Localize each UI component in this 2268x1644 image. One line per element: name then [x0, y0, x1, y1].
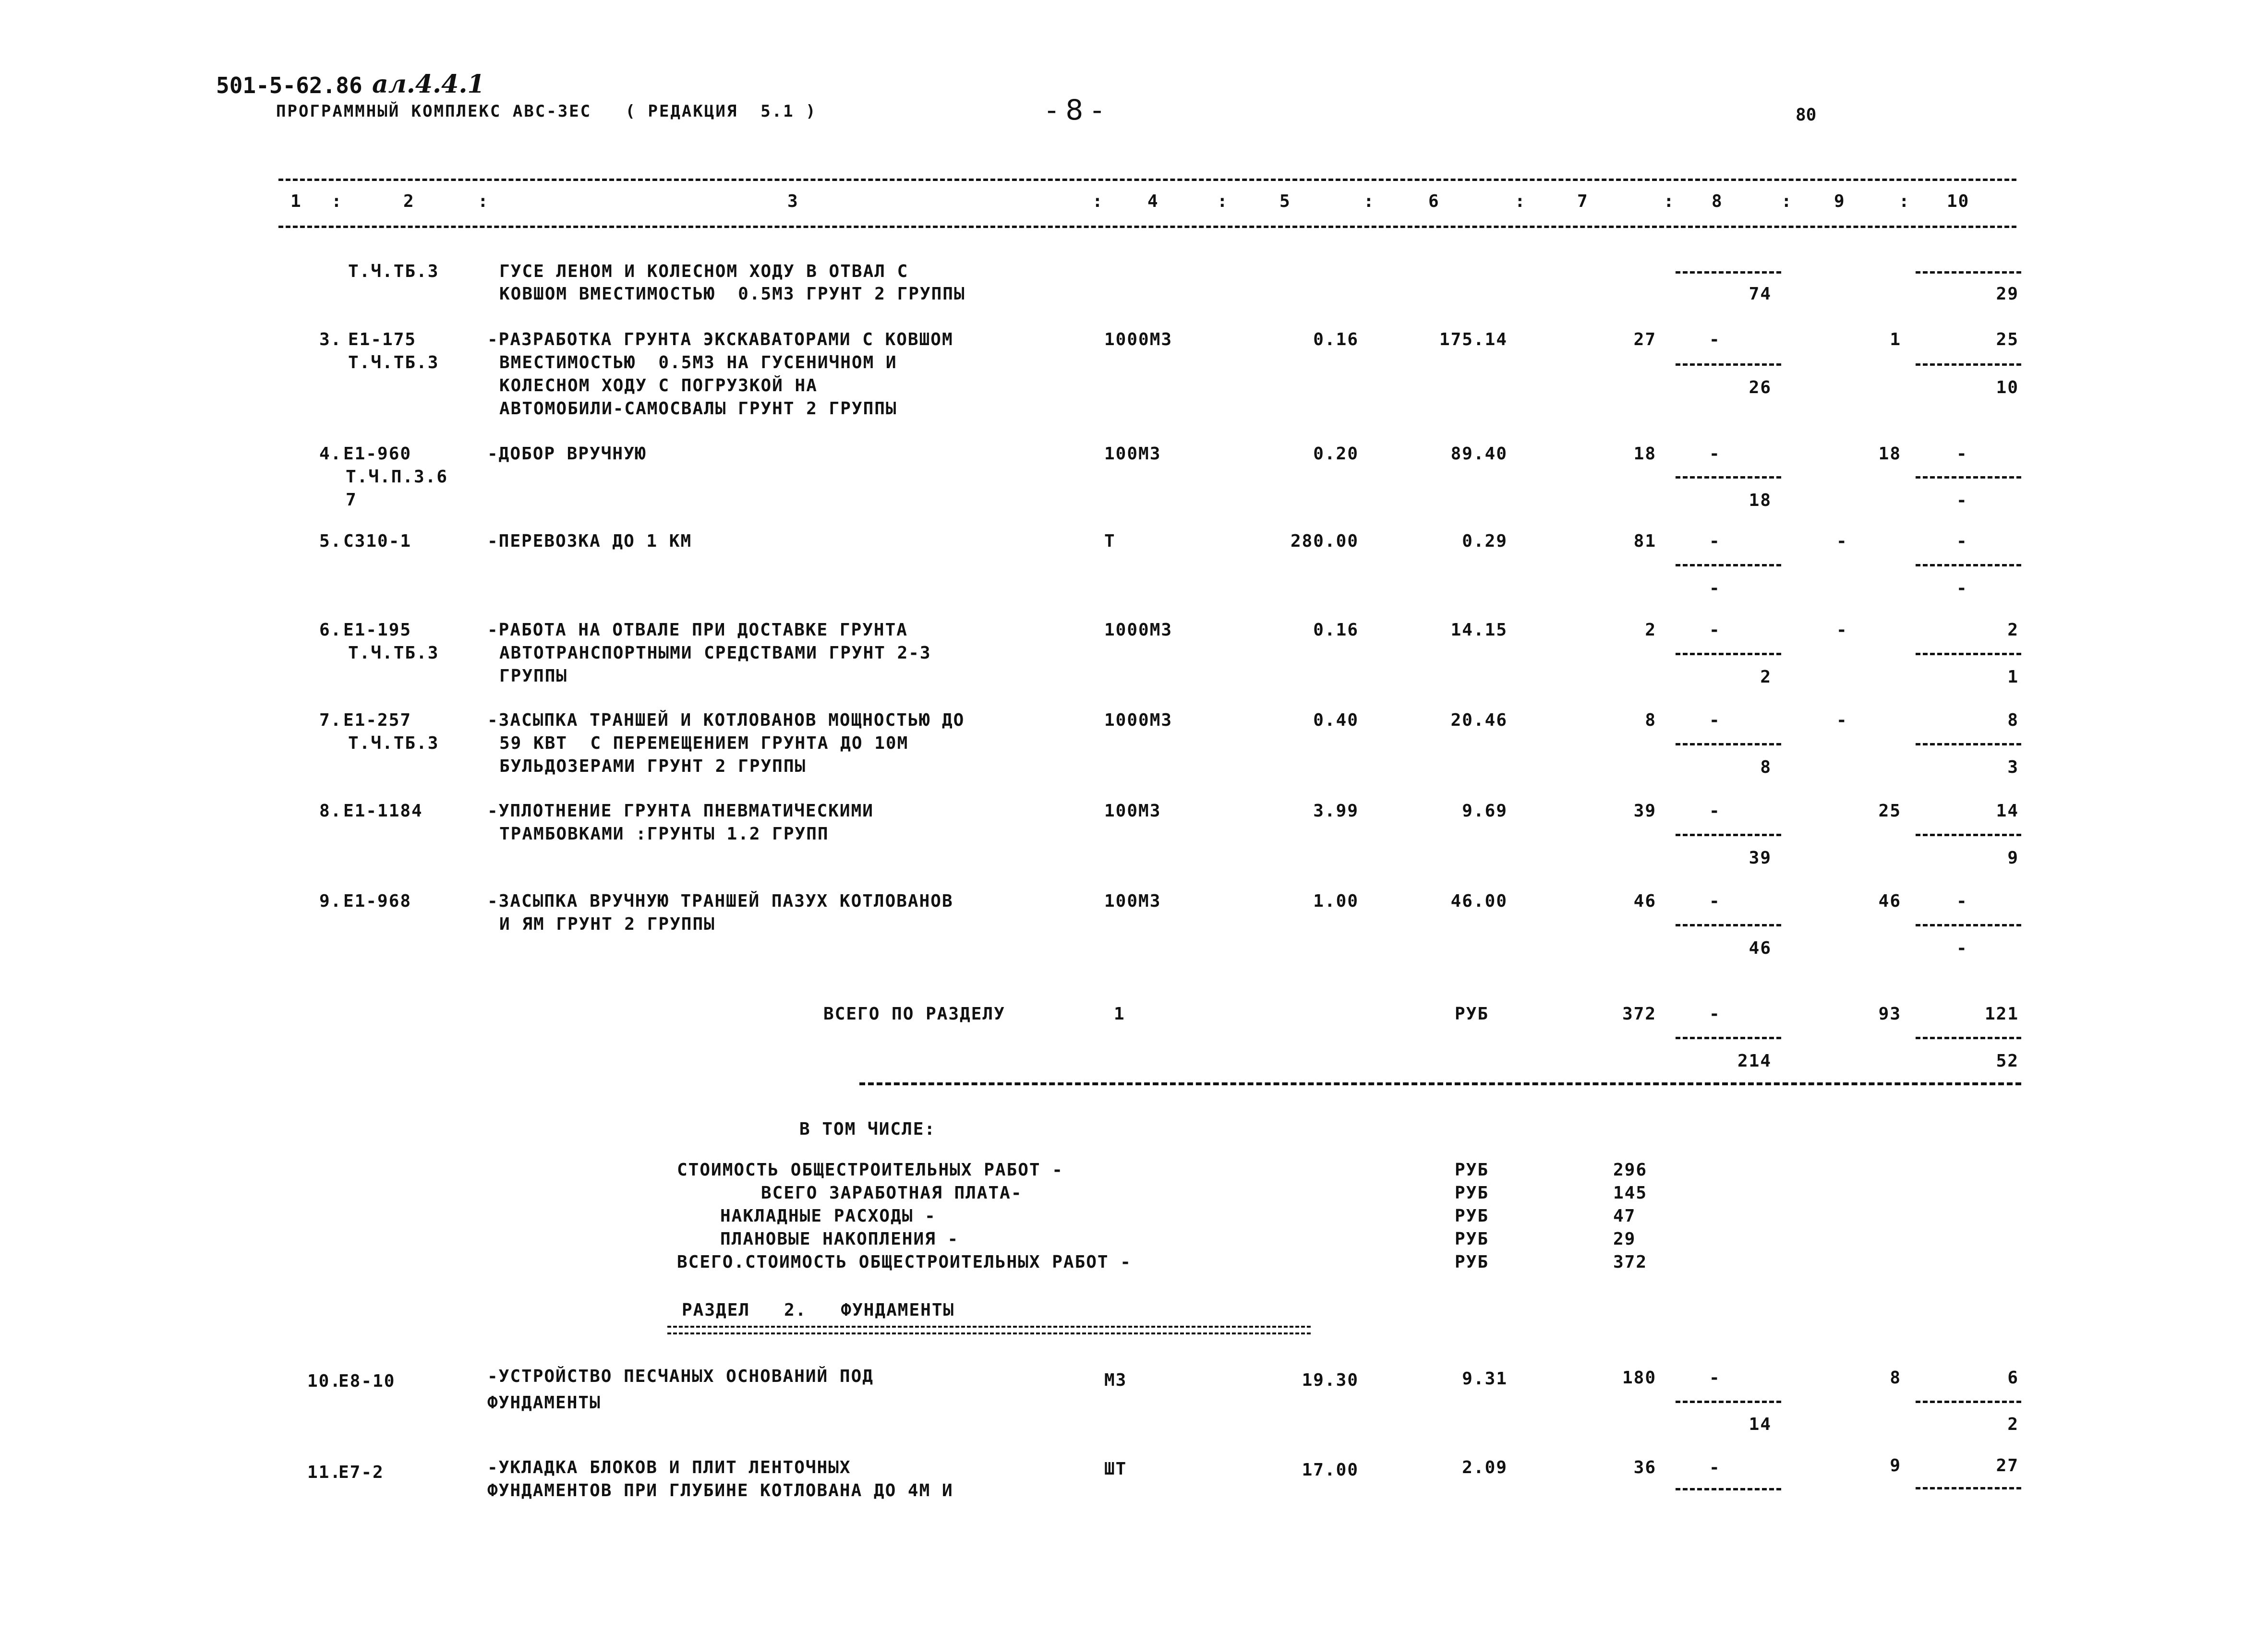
row-description: КОЛЕСНОМ ХОДУ С ПОГРУЗКОЙ НА — [499, 376, 818, 396]
fraction-line — [1916, 1401, 2021, 1403]
cell-col8-top: - — [1709, 620, 1721, 640]
fraction-line — [1676, 1401, 1781, 1403]
row-code: Е1-257 — [343, 710, 412, 730]
cell-col10-top: 8 — [2007, 710, 2019, 730]
cell-col9: 46 — [1878, 891, 1901, 911]
row-number: 4. — [319, 444, 342, 464]
row-total: 46 — [1633, 891, 1656, 911]
cell-col10-top: - — [1956, 531, 1968, 551]
row-unit: МЗ — [1104, 1370, 1127, 1390]
row-code: Е7-2 — [338, 1463, 384, 1482]
row-description: ФУНДАМЕНТОВ ПРИ ГЛУБИНЕ КОТЛОВАНА ДО 4М И — [487, 1481, 953, 1500]
cell-col9: 8 — [1890, 1368, 1901, 1388]
section-total-unit: РУБ — [1455, 1004, 1489, 1024]
row-price: 175.14 — [1439, 330, 1508, 349]
row-description: -РАЗРАБОТКА ГРУНТА ЭКСКАВАТОРАМИ С КОВШОМ — [487, 330, 953, 349]
section-total-label: ВСЕГО ПО РАЗДЕЛУ — [823, 1004, 1005, 1024]
breakdown-label: ВСЕГО ЗАРАБОТНАЯ ПЛАТА- — [761, 1183, 1023, 1203]
fraction-line — [1916, 271, 2021, 274]
table-top-rule — [278, 179, 2016, 181]
row-number: 7. — [319, 710, 342, 730]
cell-col10-bottom: - — [1956, 938, 1968, 958]
row-number: 11. — [307, 1463, 342, 1482]
column-header: 1 — [290, 192, 302, 211]
row-price: 14.15 — [1450, 620, 1508, 640]
cell-col9: - — [1836, 531, 1848, 551]
fraction-line — [1916, 363, 2021, 366]
fraction-line — [1916, 564, 2021, 566]
breakdown-unit: РУБ — [1455, 1206, 1489, 1226]
row-number: 6. — [319, 620, 342, 640]
cell-col8-bottom: 74 — [1749, 284, 1772, 304]
row-description: 59 КВТ С ПЕРЕМЕЩЕНИЕМ ГРУНТА ДО 10М — [499, 733, 909, 753]
row-description: АВТОМОБИЛИ-САМОСВАЛЫ ГРУНТ 2 ГРУППЫ — [499, 399, 897, 419]
cell-col10-top: 27 — [1996, 1456, 2019, 1476]
program-title: ПРОГРАММНЫЙ КОМПЛЕКС АВС-3ЕС ( РЕДАКЦИЯ 5.1 ) — [276, 102, 817, 121]
cell-col9: - — [1836, 620, 1848, 640]
row-description: -РАБОТА НА ОТВАЛЕ ПРИ ДОСТАВКЕ ГРУНТА — [487, 620, 908, 640]
row-description: БУЛЬДОЗЕРАМИ ГРУНТ 2 ГРУППЫ — [499, 756, 807, 776]
fraction-line — [1916, 1487, 2021, 1489]
cell-col10-top: 2 — [2007, 620, 2019, 640]
cell-col10-bottom: 10 — [1996, 378, 2019, 397]
fraction-line — [1676, 1037, 1781, 1039]
column-separator: : — [1664, 192, 1675, 211]
fraction-line — [1676, 363, 1781, 366]
row-number: 5. — [319, 531, 342, 551]
cell-col10-bottom: - — [1956, 491, 1968, 510]
cell-col8-top: - — [1709, 891, 1721, 911]
row-code: Т.Ч.П.3.6 — [346, 467, 448, 487]
row-price: 9.31 — [1462, 1369, 1508, 1389]
fraction-line — [1916, 834, 2021, 836]
row-number: 3. — [319, 330, 342, 349]
cell-col8-bottom: 39 — [1749, 848, 1772, 868]
cell-col8-top: - — [1709, 1368, 1721, 1388]
cell-col10-bottom: 3 — [2007, 757, 2019, 777]
column-header: 9 — [1834, 192, 1846, 211]
column-header: 5 — [1279, 192, 1291, 211]
cell-col10-bottom: 29 — [1996, 284, 2019, 304]
cell-col10-top: 25 — [1996, 330, 2019, 349]
row-price: 46.00 — [1450, 891, 1508, 911]
breakdown-unit: РУБ — [1455, 1252, 1489, 1272]
row-code: Е1-960 — [343, 444, 412, 464]
row-quantity: 0.40 — [1313, 710, 1359, 730]
cell-col8-top: - — [1709, 1004, 1721, 1024]
cell-col8-bottom: 26 — [1749, 378, 1772, 397]
row-unit: 100МЗ — [1104, 444, 1161, 464]
breakdown-value: 47 — [1613, 1206, 1636, 1226]
column-header: 10 — [1947, 192, 1970, 211]
row-total: 39 — [1633, 801, 1656, 821]
section-title-rule — [667, 1326, 1311, 1334]
row-price: 2.09 — [1462, 1458, 1508, 1477]
handwritten-note: ал.4.4.1 — [372, 70, 485, 99]
column-header: 4 — [1147, 192, 1159, 211]
fraction-line — [1916, 1037, 2021, 1039]
row-code: Е8-10 — [338, 1371, 396, 1391]
cell-col8-bottom: 8 — [1760, 757, 1772, 777]
breakdown-label: ПЛАНОВЫЕ НАКОПЛЕНИЯ - — [720, 1229, 959, 1249]
row-code: Е1-968 — [343, 891, 412, 911]
row-unit: Т — [1104, 531, 1116, 551]
row-quantity: 0.16 — [1313, 330, 1359, 349]
cell-col8-top: - — [1709, 444, 1721, 464]
cell-col10-top: - — [1956, 891, 1968, 911]
breakdown-label: НАКЛАДНЫЕ РАСХОДЫ - — [720, 1206, 936, 1226]
column-separator: : — [1217, 192, 1229, 211]
document-code: 501-5-62.86 — [216, 72, 362, 98]
column-header: 8 — [1712, 192, 1723, 211]
section-title: РАЗДЕЛ 2. ФУНДАМЕНТЫ — [682, 1300, 955, 1320]
row-description: КОВШОМ ВМЕСТИМОСТЬЮ 0.5МЗ ГРУНТ 2 ГРУППЫ — [499, 284, 965, 304]
fraction-line — [1916, 743, 2021, 745]
row-description: ТРАМБОВКАМИ :ГРУНТЫ 1.2 ГРУПП — [499, 824, 829, 844]
cell-col9: 1 — [1890, 330, 1901, 349]
row-description: ГРУППЫ — [499, 666, 568, 686]
cell-col10-bottom: 9 — [2007, 848, 2019, 868]
cell-col10-bottom: 52 — [1996, 1051, 2019, 1071]
cell-col10-bottom: 2 — [2007, 1415, 2019, 1434]
row-code: С310-1 — [343, 531, 412, 551]
cell-col8-top: - — [1709, 1458, 1721, 1477]
row-number: 10. — [307, 1371, 342, 1391]
row-unit: 1000МЗ — [1104, 330, 1173, 349]
column-header: 3 — [787, 192, 799, 211]
row-code: Т.Ч.ТБ.3 — [348, 353, 439, 372]
column-separator: : — [1899, 192, 1910, 211]
cell-col8-bottom: - — [1709, 578, 1721, 598]
fraction-line — [1916, 653, 2021, 655]
row-description: -ПЕРЕВОЗКА ДО 1 КМ — [487, 531, 692, 551]
row-total: 8 — [1645, 710, 1656, 730]
fraction-line — [1676, 1488, 1781, 1490]
row-code: Т.Ч.ТБ.3 — [348, 262, 439, 281]
row-code: Е1-195 — [343, 620, 412, 640]
row-quantity: 0.16 — [1313, 620, 1359, 640]
breakdown-value: 372 — [1613, 1252, 1648, 1272]
row-price: 20.46 — [1450, 710, 1508, 730]
fraction-line — [1676, 271, 1781, 274]
section-total-number: 1 — [1114, 1004, 1125, 1024]
row-description: И ЯМ ГРУНТ 2 ГРУППЫ — [499, 914, 715, 934]
breakdown-value: 296 — [1613, 1160, 1648, 1180]
cell-col10-bottom: - — [1956, 578, 1968, 598]
breakdown-unit: РУБ — [1455, 1183, 1489, 1203]
page-label: - 8 - — [1047, 94, 1102, 126]
row-unit: 1000МЗ — [1104, 710, 1173, 730]
fraction-line — [1676, 924, 1781, 926]
cell-col9: - — [1836, 710, 1848, 730]
breakdown-label: СТОИМОСТЬ ОБЩЕСТРОИТЕЛЬНЫХ РАБОТ - — [677, 1160, 1063, 1180]
row-number: 9. — [319, 891, 342, 911]
cell-col8-top: - — [1709, 801, 1721, 821]
row-description: ФУНДАМЕНТЫ — [487, 1393, 601, 1413]
row-quantity: 19.30 — [1302, 1370, 1359, 1390]
row-description: -УКЛАДКА БЛОКОВ И ПЛИТ ЛЕНТОЧНЫХ — [487, 1458, 851, 1477]
breakdown-heading: В ТОМ ЧИСЛЕ: — [799, 1119, 936, 1139]
column-header: 2 — [403, 192, 415, 211]
row-total: 81 — [1633, 531, 1656, 551]
column-separator: : — [1363, 192, 1375, 211]
section-total-rule — [859, 1082, 2021, 1085]
row-unit: 1000МЗ — [1104, 620, 1173, 640]
cell-col8-top: - — [1709, 531, 1721, 551]
row-quantity: 3.99 — [1313, 801, 1359, 821]
row-code: 7 — [346, 490, 357, 510]
cell-col10-top: 121 — [1984, 1004, 2019, 1024]
column-separator: : — [331, 192, 343, 211]
breakdown-label: ВСЕГО.СТОИМОСТЬ ОБЩЕСТРОИТЕЛЬНЫХ РАБОТ - — [677, 1252, 1132, 1272]
row-quantity: 280.00 — [1290, 531, 1359, 551]
row-price: 89.40 — [1450, 444, 1508, 464]
row-code: Е1-1184 — [343, 801, 423, 821]
cell-col8-bottom: 214 — [1737, 1051, 1772, 1071]
row-code: Т.Ч.ТБ.3 — [348, 643, 439, 663]
cell-col8-bottom: 2 — [1760, 667, 1772, 687]
row-total: 27 — [1633, 330, 1656, 349]
column-separator: : — [1092, 192, 1104, 211]
row-total: 18 — [1633, 444, 1656, 464]
row-unit: 100МЗ — [1104, 801, 1161, 821]
breakdown-unit: РУБ — [1455, 1160, 1489, 1180]
row-description: -УСТРОЙСТВО ПЕСЧАНЫХ ОСНОВАНИЙ ПОД — [487, 1367, 874, 1386]
fraction-line — [1676, 564, 1781, 566]
breakdown-value: 145 — [1613, 1183, 1648, 1203]
row-description: -ЗАСЫПКА ВРУЧНУЮ ТРАНШЕЙ ПАЗУХ КОТЛОВАНОВ — [487, 891, 953, 911]
page-number: 80 — [1796, 105, 1817, 125]
table-header-rule — [278, 226, 2016, 228]
row-quantity: 17.00 — [1302, 1460, 1359, 1480]
row-unit: ШТ — [1104, 1459, 1127, 1479]
breakdown-unit: РУБ — [1455, 1229, 1489, 1249]
cell-col10-bottom: 1 — [2007, 667, 2019, 687]
cell-col8-bottom: 18 — [1749, 491, 1772, 510]
fraction-line — [1676, 743, 1781, 745]
row-number: 8. — [319, 801, 342, 821]
cell-col8-top: - — [1709, 330, 1721, 349]
cell-col9: 25 — [1878, 801, 1901, 821]
cell-col8-top: - — [1709, 710, 1721, 730]
row-code: Е1-175 — [348, 330, 417, 349]
row-description: АВТОТРАНСПОРТНЫМИ СРЕДСТВАМИ ГРУНТ 2-3 — [499, 643, 931, 663]
column-separator: : — [478, 192, 489, 211]
row-description: -ЗАСЫПКА ТРАНШЕЙ И КОТЛОВАНОВ МОЩНОСТЬЮ ДО — [487, 710, 965, 730]
column-separator: : — [1781, 192, 1793, 211]
cell-col10-top: 14 — [1996, 801, 2019, 821]
row-price: 0.29 — [1462, 531, 1508, 551]
cell-col10-top: 6 — [2007, 1368, 2019, 1388]
cell-col9: 93 — [1878, 1004, 1901, 1024]
fraction-line — [1916, 924, 2021, 926]
row-quantity: 0.20 — [1313, 444, 1359, 464]
row-unit: 100МЗ — [1104, 891, 1161, 911]
column-header: 7 — [1577, 192, 1589, 211]
cell-col9: 9 — [1890, 1456, 1901, 1476]
breakdown-value: 29 — [1613, 1229, 1636, 1249]
cell-col10-top: - — [1956, 444, 1968, 464]
cell-col9: 18 — [1878, 444, 1901, 464]
column-header: 6 — [1428, 192, 1440, 211]
row-total: 36 — [1633, 1458, 1656, 1477]
section-total-value: 372 — [1622, 1004, 1656, 1024]
fraction-line — [1676, 834, 1781, 836]
row-price: 9.69 — [1462, 801, 1508, 821]
cell-col8-bottom: 14 — [1749, 1415, 1772, 1434]
cell-col8-bottom: 46 — [1749, 938, 1772, 958]
row-description: ГУСЕ ЛЕНОМ И КОЛЕСНОМ ХОДУ В ОТВАЛ С — [499, 262, 909, 281]
column-separator: : — [1515, 192, 1526, 211]
row-total: 2 — [1645, 620, 1656, 640]
fraction-line — [1676, 653, 1781, 655]
row-total: 180 — [1622, 1368, 1656, 1388]
fraction-line — [1916, 476, 2021, 479]
row-quantity: 1.00 — [1313, 891, 1359, 911]
row-description: -УПЛОТНЕНИЕ ГРУНТА ПНЕВМАТИЧЕСКИМИ — [487, 801, 874, 821]
row-description: -ДОБОР ВРУЧНУЮ — [487, 444, 647, 464]
fraction-line — [1676, 476, 1781, 479]
row-description: ВМЕСТИМОСТЬЮ 0.5МЗ НА ГУСЕНИЧНОМ И — [499, 353, 897, 372]
row-code: Т.Ч.ТБ.3 — [348, 733, 439, 753]
